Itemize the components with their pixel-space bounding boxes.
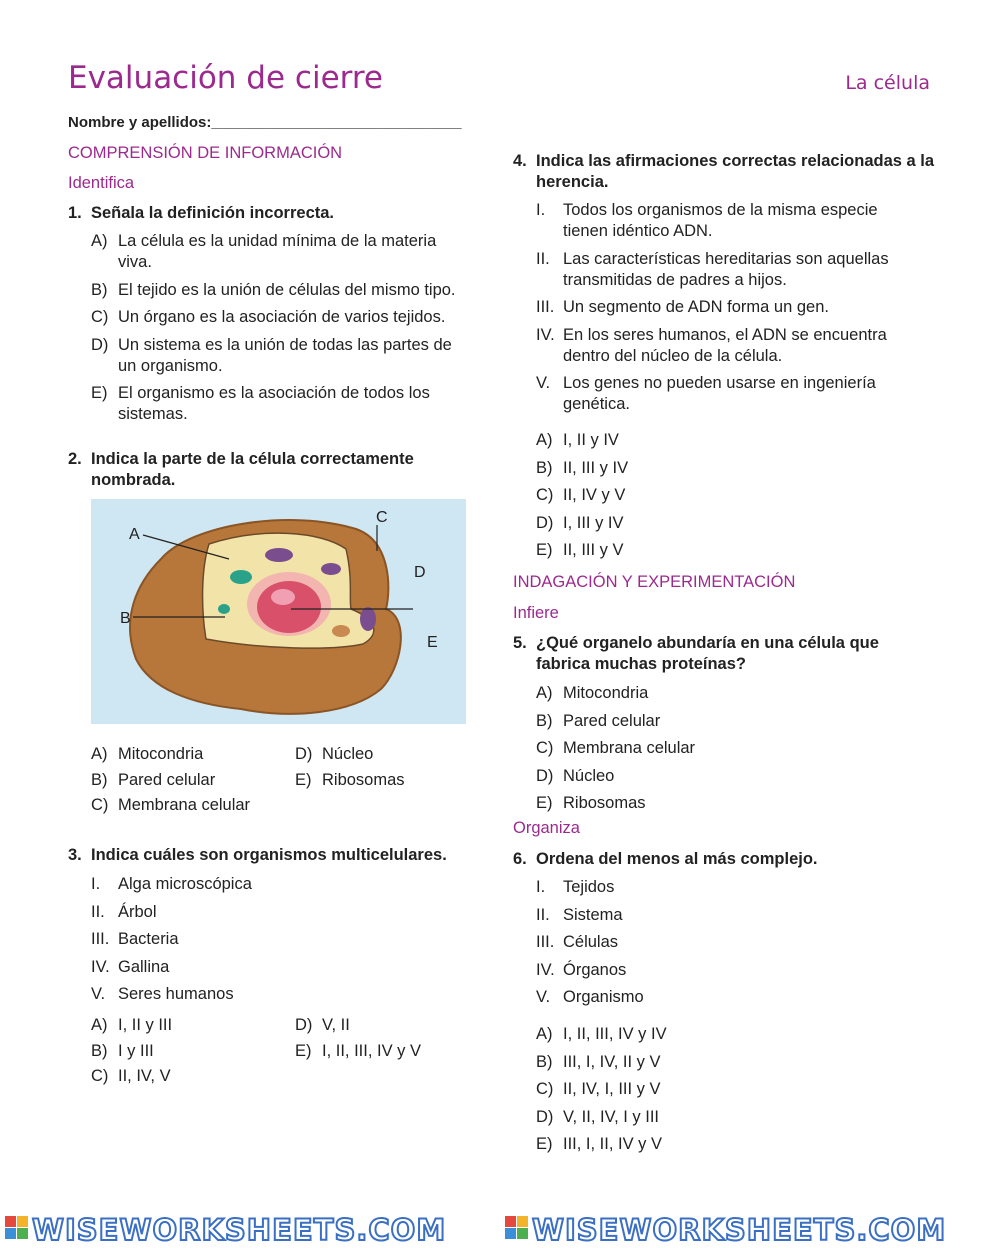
option-text: Núcleo — [563, 766, 615, 785]
item-numeral: III. — [91, 930, 110, 948]
option-text: Núcleo — [322, 745, 374, 763]
option[interactable] — [91, 383, 491, 425]
option[interactable] — [536, 485, 836, 506]
question-number: 2. — [68, 450, 82, 468]
statement-item — [536, 200, 926, 242]
option-letter: D) — [295, 745, 313, 763]
option-letter: A) — [536, 1025, 553, 1043]
option[interactable] — [536, 1024, 836, 1045]
option[interactable] — [536, 711, 836, 732]
q3-options-col1 — [91, 1016, 298, 1093]
option-letter: C) — [91, 308, 109, 326]
option-letter: B) — [536, 1052, 553, 1071]
question-4 — [513, 151, 943, 193]
option-letter: C) — [91, 1067, 109, 1085]
question-text: ¿Qué organelo abundaría en una célula que fabrica muchas proteínas? — [536, 634, 879, 673]
item-numeral: I. — [91, 875, 101, 893]
question-5 — [513, 633, 913, 675]
footer-brand-text: WISEWORKSHEETS.COM — [532, 1213, 947, 1247]
option-text: I, II, III, IV y IV — [563, 1025, 667, 1043]
option-letter: A) — [536, 431, 553, 449]
vacuole — [332, 625, 350, 637]
item-numeral: II. — [536, 905, 550, 924]
option[interactable] — [91, 280, 491, 301]
option-text: II, IV, I, III y V — [563, 1080, 661, 1098]
option-letter: B) — [536, 458, 553, 477]
option-text: I, II, III, IV y V — [322, 1041, 422, 1060]
option-letter: C) — [536, 486, 554, 504]
option-text: I y III — [118, 1041, 154, 1060]
subsection-organiza: Organiza — [513, 819, 580, 837]
item-numeral: II. — [536, 249, 550, 268]
option-letter: C) — [536, 1080, 554, 1098]
statement-item — [536, 373, 926, 415]
statement-item — [91, 902, 471, 923]
question-2 — [68, 449, 468, 491]
option-text: II, IV, V — [118, 1067, 171, 1085]
item-numeral: IV. — [536, 325, 555, 344]
statement-item — [91, 929, 471, 950]
option-text: I, II y IV — [563, 431, 619, 449]
option[interactable] — [91, 1067, 298, 1086]
option-text: V, II, IV, I y III — [563, 1107, 659, 1126]
label-d: D — [414, 564, 426, 581]
statement-item — [536, 932, 836, 953]
option-letter: E) — [91, 384, 108, 402]
option[interactable] — [91, 307, 491, 328]
option-letter: E) — [536, 1135, 553, 1153]
label-a: A — [129, 526, 140, 543]
option-letter: E) — [295, 1041, 312, 1060]
option-text: Mitocondria — [118, 745, 204, 763]
option-text: III, I, IV, II y V — [563, 1052, 661, 1071]
question-text: Indica la parte de la célula correctamente nombrada. — [91, 450, 414, 489]
mitochondria — [265, 548, 293, 562]
item-text: Las características hereditarias son aquellas transmitidas de padres a hijos. — [563, 249, 889, 289]
option[interactable] — [295, 771, 502, 790]
item-text: Seres humanos — [118, 985, 234, 1003]
mitochondria — [321, 563, 341, 575]
plant-cell-figure — [91, 499, 466, 724]
item-text: Los genes no pueden usarse en ingeniería genética. — [563, 374, 876, 413]
option-letter: D) — [295, 1016, 313, 1034]
section-title-comprension: COMPRENSIÓN DE INFORMACIÓN — [68, 144, 343, 162]
item-numeral: I. — [536, 878, 546, 896]
option-letter: C) — [536, 739, 554, 757]
option-letter: A) — [91, 745, 108, 763]
statement-item — [536, 297, 926, 318]
chloroplast — [230, 570, 252, 584]
item-numeral: III. — [536, 298, 555, 316]
q3-options-col2 — [295, 1016, 502, 1067]
option-text: Mitocondria — [563, 684, 649, 702]
option-letter: C) — [91, 796, 109, 814]
option-text: II, III y V — [563, 541, 624, 559]
question-text: Indica las afirmaciones correctas relacionadas a la herencia. — [536, 152, 935, 191]
q3-items — [91, 874, 471, 1012]
item-numeral: V. — [536, 374, 551, 392]
option-text: Ribosomas — [322, 770, 405, 789]
q6-items — [536, 877, 836, 1015]
statement-item — [91, 984, 471, 1005]
label-e: E — [427, 634, 438, 651]
option-text: El organismo es la asociación de todos los sistemas. — [118, 384, 430, 423]
wise-logo-icon — [5, 1216, 28, 1239]
option-letter: B) — [91, 1041, 108, 1060]
option-letter: E) — [536, 794, 553, 812]
subsection-identifica: Identifica — [68, 174, 135, 192]
option[interactable] — [91, 745, 298, 764]
item-text: En los seres humanos, el ADN se encuentra dentro del núcleo de la célula. — [563, 325, 887, 365]
option[interactable] — [536, 1134, 836, 1155]
footer-watermark — [0, 1208, 1000, 1248]
statement-item — [536, 325, 926, 367]
footer-brand-text: WISEWORKSHEETS.COM — [32, 1213, 447, 1247]
item-numeral: I. — [536, 201, 546, 219]
item-text: Organismo — [563, 988, 644, 1006]
option-text: II, IV y V — [563, 486, 626, 504]
option-text: La célula es la unidad mínima de la materia viva. — [118, 232, 437, 271]
option-text: III, I, II, IV y V — [563, 1135, 663, 1153]
option[interactable] — [91, 796, 298, 815]
option[interactable] — [536, 513, 836, 534]
mitochondria — [360, 607, 376, 631]
question-number: 4. — [513, 152, 527, 170]
q2-options-col1 — [91, 745, 298, 822]
item-text: Bacteria — [118, 930, 179, 948]
option-letter: A) — [536, 684, 553, 702]
question-number: 5. — [513, 634, 527, 652]
item-numeral: V. — [91, 985, 106, 1003]
option[interactable] — [536, 1079, 836, 1100]
item-text: Órganos — [563, 960, 627, 979]
option-text: V, II — [322, 1016, 350, 1034]
option-letter: E) — [536, 541, 553, 559]
chloroplast — [218, 604, 230, 614]
option[interactable] — [536, 738, 836, 759]
statement-item — [536, 960, 836, 981]
item-text: Todos los organismos de la misma especie tienen idéntico ADN. — [563, 201, 878, 240]
option[interactable] — [536, 430, 836, 451]
option-letter: D) — [536, 1107, 554, 1126]
option[interactable] — [91, 1016, 298, 1035]
q5-options — [536, 683, 836, 821]
question-6 — [513, 849, 943, 870]
option-text: Un órgano es la asociación de varios tejidos. — [118, 308, 446, 326]
option-text: Pared celular — [563, 711, 661, 730]
q4-options — [536, 430, 836, 568]
option-text: Un sistema es la unión de todas las partes de un organismo. — [118, 335, 452, 375]
item-numeral: V. — [536, 988, 551, 1006]
option[interactable] — [536, 766, 836, 787]
item-text: Gallina — [118, 957, 170, 976]
item-numeral: IV. — [91, 957, 110, 976]
item-text: Tejidos — [563, 878, 615, 896]
option-text: Membrana celular — [563, 739, 696, 757]
label-b: B — [120, 610, 131, 627]
option[interactable] — [536, 540, 836, 561]
option[interactable] — [295, 1042, 502, 1061]
nucleus — [257, 581, 321, 633]
option-letter: E) — [295, 770, 312, 789]
statement-item — [536, 249, 926, 291]
question-3 — [68, 845, 488, 866]
statement-item — [536, 905, 836, 926]
option-letter: B) — [91, 280, 108, 299]
option-letter: D) — [91, 335, 109, 354]
question-text: Ordena del menos al más complejo. — [536, 850, 818, 868]
option-text: Ribosomas — [563, 794, 646, 812]
question-number: 1. — [68, 204, 82, 222]
statement-item — [536, 987, 836, 1008]
question-1 — [68, 203, 488, 224]
option[interactable] — [536, 458, 836, 479]
question-number: 6. — [513, 850, 527, 868]
q2-options-col2 — [295, 745, 502, 796]
option-letter: A) — [91, 1016, 108, 1034]
statement-item — [536, 877, 836, 898]
name-field-label: Nombre y apellidos:______________________________ — [68, 114, 462, 131]
page-title: Evaluación de cierre — [68, 60, 383, 96]
statement-item — [91, 957, 471, 978]
option-letter: D) — [536, 513, 554, 532]
item-numeral: IV. — [536, 960, 555, 979]
item-numeral: III. — [536, 933, 555, 951]
option[interactable] — [536, 683, 836, 704]
nucleolus — [271, 589, 295, 605]
label-c: C — [376, 509, 388, 526]
section-title-indagacion: INDAGACIÓN Y EXPERIMENTACIÓN — [513, 573, 796, 591]
option[interactable] — [91, 1042, 298, 1061]
option-text: Pared celular — [118, 770, 216, 789]
q6-options — [536, 1024, 836, 1162]
q4-items — [536, 200, 926, 422]
option-text: El tejido es la unión de células del mismo tipo. — [118, 280, 456, 299]
option-text: Membrana celular — [118, 796, 251, 814]
option[interactable] — [295, 745, 502, 764]
subsection-infiere: Infiere — [513, 604, 559, 622]
option[interactable] — [91, 231, 491, 273]
wise-logo-icon — [505, 1216, 528, 1239]
option-letter: B) — [536, 711, 553, 730]
option[interactable] — [295, 1016, 502, 1035]
option-letter: D) — [536, 766, 554, 785]
option[interactable] — [536, 1052, 836, 1073]
option[interactable] — [91, 771, 298, 790]
q1-options — [91, 231, 491, 432]
question-number: 3. — [68, 846, 82, 864]
option[interactable] — [536, 1107, 836, 1128]
option-letter: A) — [91, 232, 108, 250]
option-text: I, II y III — [118, 1016, 173, 1034]
option-letter: B) — [91, 770, 108, 789]
question-text: Indica cuáles son organismos multicelulares. — [91, 846, 447, 864]
option-text: I, III y IV — [563, 513, 624, 532]
item-numeral: II. — [91, 902, 105, 921]
item-text: Células — [563, 933, 619, 951]
item-text: Sistema — [563, 905, 623, 924]
item-text: Alga microscópica — [118, 875, 252, 893]
page-subject: La célula — [845, 72, 930, 94]
statement-item — [91, 874, 471, 895]
question-text: Señala la definición incorrecta. — [91, 204, 334, 222]
option[interactable] — [536, 793, 836, 814]
item-text: Un segmento de ADN forma un gen. — [563, 298, 829, 316]
option[interactable] — [91, 335, 491, 377]
option-text: II, III y IV — [563, 458, 629, 477]
item-text: Árbol — [118, 902, 157, 921]
